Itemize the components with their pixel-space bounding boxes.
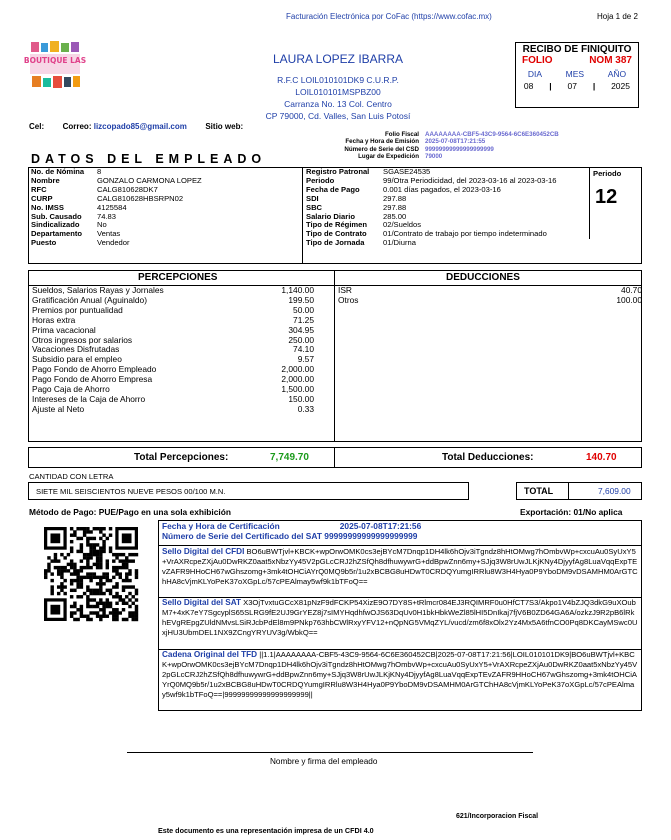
web-label: Sitio web: <box>205 122 244 131</box>
anio-value: 2025 <box>611 81 630 91</box>
emp-sbc: 297.88 <box>383 202 407 212</box>
emp-key: CURP <box>31 193 53 203</box>
list-item: Sueldos, Salarios Rayas y Jornales 1,140.00 <box>32 285 314 295</box>
emp-key: Tipo de Régimen <box>306 220 368 230</box>
total-label: TOTAL <box>524 486 554 496</box>
list-item: Premios por puntualidad 50.00 <box>32 304 314 315</box>
emp-key: Fecha de Pago <box>306 184 360 194</box>
datos-empleado-title: DATOS DEL EMPLEADO <box>31 152 267 166</box>
emp-salario-diario: 285.00 <box>383 211 407 221</box>
emp-key: Sub. Causado <box>31 211 82 221</box>
serie-csd-value: 99999999999999999999 <box>425 145 494 153</box>
fiscal-key: Lugar de Expedición <box>358 153 419 161</box>
total-value: 7,609.00 <box>598 486 631 496</box>
company-address-1: Carranza No. 13 Col. Centro <box>284 99 392 109</box>
cadena-original-block <box>159 650 641 710</box>
emp-sdi: 297.88 <box>383 193 407 203</box>
folio-fiscal-value: AAAAAAAA-CBF5-43C9-9564-6C6E360452CB <box>425 131 559 138</box>
sello-sat-label: Sello Digital del SAT <box>162 598 242 607</box>
list-item: Intereses de la Caja de Ahorro 150.00 <box>32 393 314 404</box>
list-item: Vacaciones Disfrutadas 74.10 <box>32 344 314 355</box>
emp-puesto: Vendedor <box>97 238 130 248</box>
list-item: Otros ingresos por salarios 250.00 <box>32 334 314 345</box>
folio-row <box>516 55 638 66</box>
list-item: Gratificación Anual (Aguinaldo) 199.50 <box>32 294 314 305</box>
list-item: Otros 100.00 <box>338 294 642 305</box>
emp-key: SDI <box>306 193 319 203</box>
sello-cfdi-value: BO6uBWTjvl+KBCK+wpOrwOMK0cs3ejBYcM7Dnqp1DH4lk6hOjv3iTgndz8hHtOMwg7hOmbvWp+cxcuAu0SyUxY5+VrAXRcpeZXjAu0DwRKZ0aat5xNbzYy45V2pGLcCRJ2hZSfQh8dfhuwywrG+ddBpwZnn6my+SJjq3W8rUwJLKjKNy4DjyyfAg8LuaVqqExpTEvZAFR9HHoCH67wGhszomg+3mk4tOHCiAYrQ0MQ9b5r/1u2xBCBG8uHDwT0CRDQYumgIRRlu8W3H4Hya0P9YboDM9vDSAMHM0ArGTChHA8cVjmKLYoPeK37oXGpLc/57cPEAlmay5wf9k1bTFoQ== <box>162 547 638 586</box>
periodo-label: Periodo <box>593 169 622 178</box>
emp-periodo: 99/Otra Periodicidad, del 2023-03-16 al 2023-03-16 <box>383 175 557 185</box>
emp-nomina: 8 <box>97 167 102 176</box>
empleado-right <box>306 168 557 248</box>
emp-tipo-jornada: 01/Diurna <box>383 238 416 248</box>
date-values: 08 | 07 | 2025 <box>523 81 630 91</box>
emp-rfc: CALG810628DK7 <box>97 184 158 194</box>
sello-cfdi-block <box>159 547 641 597</box>
recibo-title: RECIBO DE FINIQUITO <box>522 44 632 55</box>
total-percepciones-value: 7,749.70 <box>270 452 309 463</box>
provider-text: Facturación Electrónica por CoFac (https://www.cofac.mx) <box>286 12 492 21</box>
qr-code <box>44 527 138 621</box>
cantidad-value: SIETE MIL SEISCIENTOS NUEVE PESOS 00/100 M.N. <box>36 487 226 496</box>
fecha-cert-value: 2025-07-08T17:21:56 <box>339 521 422 531</box>
emp-registro-patronal: SGASE24535 <box>383 167 431 176</box>
page-number: Hoja 1 de 2 <box>597 12 638 21</box>
anio-label: AÑO <box>607 69 627 79</box>
emp-key: Sindicalizado <box>31 220 80 230</box>
totals-box <box>28 447 642 468</box>
exportacion: Exportación: 01/No aplica <box>520 507 623 517</box>
list-item: Subsidio para el empleo 9.57 <box>32 354 314 365</box>
metodo-pago: Método de Pago: PUE/Pago en una sola exhibición <box>29 507 231 517</box>
emp-key: Tipo de Contrato <box>306 229 367 239</box>
correo-value[interactable]: lizcopado85@gmail.com <box>93 122 187 131</box>
emp-key: RFC <box>31 184 47 194</box>
date-header <box>516 69 638 79</box>
company-rfc-curp: R.F.C LOIL010101DK9 C.U.R.P. LOIL010101MSPBZ00 <box>277 75 399 97</box>
mes-label: MES <box>565 69 585 79</box>
fecha-cert-label: Fecha y Hora de Certificación <box>162 521 280 531</box>
emp-key: Nombre <box>31 175 60 185</box>
company-address-2: CP 79000, Cd. Valles, San Luis Potosí <box>265 111 411 121</box>
emp-tipo-regimen: 02/Sueldos <box>383 220 421 230</box>
emp-key: No. IMSS <box>31 202 64 212</box>
emp-key: Salario Diario <box>306 211 355 221</box>
lugar-expedicion-value: 79000 <box>425 153 443 161</box>
company-block <box>238 52 438 122</box>
total-deducciones-value: 140.70 <box>586 452 617 463</box>
emp-key: Departamento <box>31 229 83 239</box>
fecha-emision-value: 2025-07-08T17:21:55 <box>425 138 486 146</box>
emp-key: Periodo <box>306 175 335 185</box>
cadena-label: Cadena Original del TFD <box>162 650 258 659</box>
sello-cfdi-label: Sello Digital del CFDI <box>162 547 245 556</box>
dia-label: DIA <box>527 69 542 79</box>
serie-sat-value: 99999999999999999999 <box>324 531 418 541</box>
cel-label: Cel: <box>29 122 45 131</box>
company-name: LAURA LOPEZ IBARRA <box>272 52 404 66</box>
emp-departamento: Ventas <box>97 229 121 239</box>
emp-nombre: GONZALO CARMONA LOPEZ <box>97 175 202 185</box>
boutique-logo <box>23 40 87 90</box>
empleado-left <box>31 168 202 248</box>
folio-value: NOM 387 <box>589 55 632 66</box>
periodo-number: 12 <box>595 186 618 208</box>
certificacion-header <box>162 521 421 541</box>
percepciones-title: PERCEPCIONES <box>138 272 218 283</box>
cantidad-label: CANTIDAD CON LETRA <box>29 472 114 481</box>
folio-label: FOLIO <box>522 55 553 66</box>
list-item: Horas extra 71.25 <box>32 314 314 325</box>
footer-note: Este documento es una representación impresa de un CFDI 4.0 <box>158 826 374 835</box>
total-deducciones-label: Total Deducciones: <box>442 452 534 463</box>
emp-key: Registro Patronal <box>306 167 370 176</box>
fiscal-info <box>332 131 559 161</box>
dia-value: 08 <box>523 81 534 91</box>
regimen-fiscal: 621/Incorporacion Fiscal <box>456 813 539 820</box>
list-item: ISR 40.70 <box>338 285 642 295</box>
serie-sat-label: Número de Serie del Certificado del SAT <box>162 531 322 541</box>
list-item: Pago Fondo de Ahorro Empresa 2,000.00 <box>32 374 314 385</box>
sello-sat-value: X3OjTvxtuGCcX81pNzF9dFCKP54XizE9O7DY8S+tRlmcr084EJ3RQIMRF0u0HfCT7S3/Akpo1V4bZJQ3dkG9uXOubM7+4xK7eY7SgcyplS65SLRG9fE2UJ9GrYEZ8j7sIMYHqdhfwOJS63DqUv0H1bkHbkWeZl85lHI5DnIkaj7fjV6B0ZD64GA6A/ozkzJ9R2pB6lRkhEVgREpgZUldNMvsLSiRJcbPdEl8m9PNkp763hbCWlRxyYFV12+nQpNG5VMqZYL/vucd/zm6f8xOlx2Yz4Mx5A6tfnCO0Pq8DKCayMSwc0UxjHU3UbmDEL1NX9ZCngYRYUV3g/WbkQ== <box>162 598 638 637</box>
percepciones-list <box>32 286 314 415</box>
contact-line <box>29 122 243 131</box>
sello-sat-block <box>159 598 641 649</box>
mes-value: 07 <box>567 81 577 91</box>
recibo-box <box>515 42 639 108</box>
list-item: Prima vacacional 304.95 <box>32 324 314 335</box>
emp-fecha-pago: 0.001 días pagados, el 2023-03-16 <box>383 184 501 194</box>
emp-sindicalizado: No <box>97 220 107 230</box>
fiscal-key: Folio Fiscal <box>384 131 419 138</box>
emp-key: Tipo de Jornada <box>306 238 365 248</box>
emp-key: SBC <box>306 202 323 212</box>
emp-tipo-contrato: 01/Contrato de trabajo por tiempo indeterminado <box>383 229 547 239</box>
total-percepciones-label: Total Percepciones: <box>134 452 229 463</box>
correo-label: Correo: <box>62 122 92 131</box>
deducciones-title: DEDUCCIONES <box>446 272 520 283</box>
emp-imss: 4125584 <box>97 202 127 212</box>
list-item: Pago Caja de Ahorro 1,500.00 <box>32 384 314 395</box>
list-item: Pago Fondo de Ahorro Empleado 2,000.00 <box>32 364 314 375</box>
emp-sub-causado: 74.83 <box>97 211 117 221</box>
fiscal-key: Fecha y Hora de Emisión <box>345 138 419 146</box>
list-item: Ajuste al Neto 0.33 <box>32 403 314 414</box>
emp-key: No. de Nómina <box>31 167 85 176</box>
logo-text: BOUTIQUE LAS <box>23 56 87 65</box>
signature-line <box>127 752 533 753</box>
signature-label: Nombre y firma del empleado <box>270 757 378 766</box>
cadena-value: ||1.1|AAAAAAAA-CBF5-43C9-9564-6C6E360452CB|2025-07-08T17:21:56|LOIL010101DK9|BO6uBWTjvl+KBCK+wpOrwOMK0cs3ejBYcM7Dnqp1DH4lk6hOjv3iTgndz8hHtOMwg7hOmbvWp+cxcuAu0SyUxY5+VrAXRcpeZXjAu0DwRKZ0aat5xNbzYy45V2pGLcCRJ2hZSfQh8dfhuwywrG+ddBpwZnn6my+SJjq3W8rUwJLKjKNy4DjyyfAg8LuaVqqExpTEvZAFR9HHoCH67wGhszomg+3mk4tOHCiAYrQ0MQ9b5r/1u2xBCBG8uHDwT0CRDQYumgIRRlu8W3H4Hya0P9YboDM9vDSAMHM0ArGTChHA8cVjmKLYoPeK37oXGpLc/57cPEAlmay5wf9k1bTFoQ==|99999999999999999999|| <box>162 650 638 699</box>
deducciones-list <box>338 286 642 306</box>
emp-key: Puesto <box>31 238 57 248</box>
fiscal-key: Número de Serie del CSD <box>344 145 419 153</box>
emp-curp: CALG810628HBSRPN02 <box>97 193 184 203</box>
